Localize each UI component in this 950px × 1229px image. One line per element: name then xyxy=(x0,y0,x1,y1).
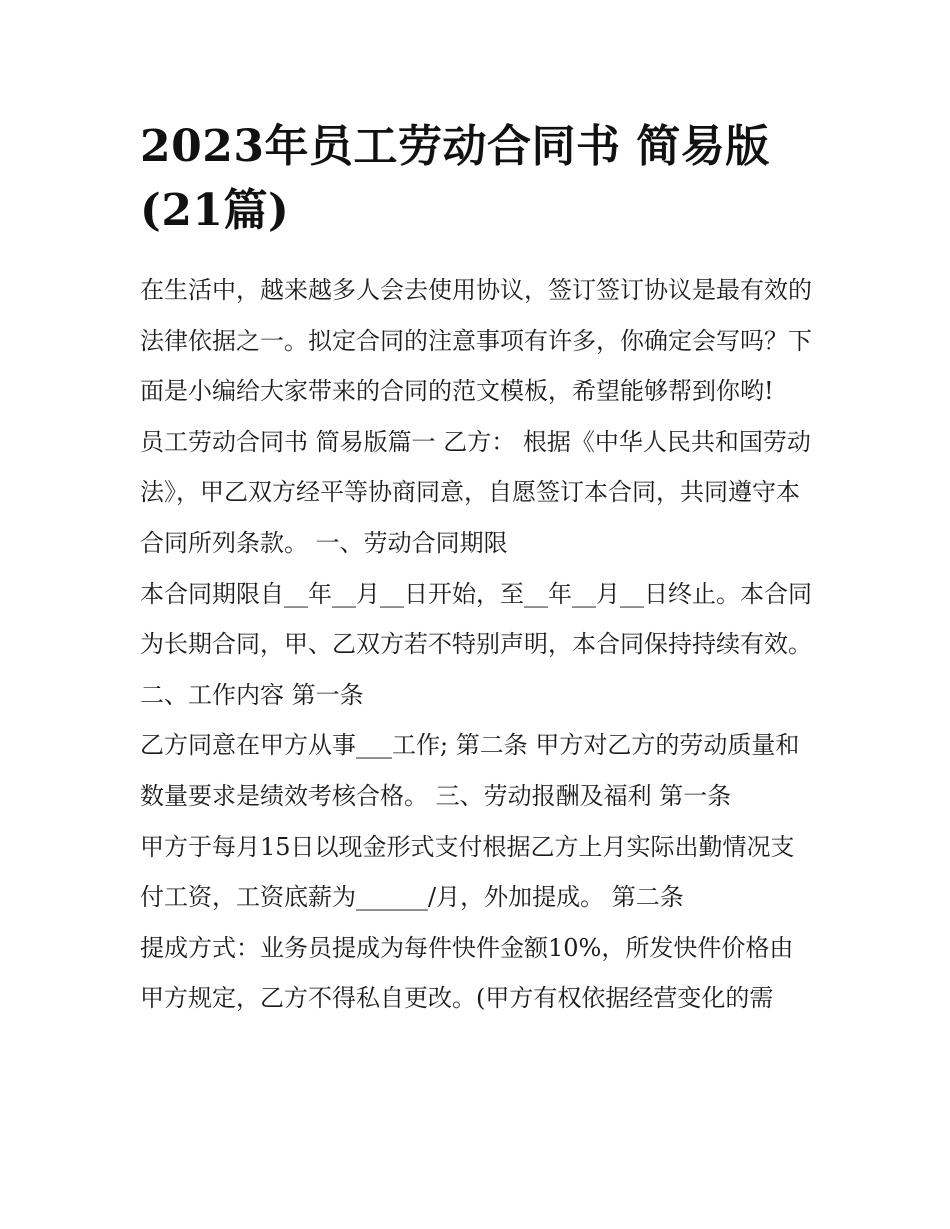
contract-term-paragraph: 本合同期限自__年__月__日开始，至__年__月__日终止。本合同为长期合同，甲、乙双方若不特别声明，本合同保持持续有效。 二、工作内容 第一条 xyxy=(140,579,812,709)
work-content-paragraph: 乙方同意在甲方从事___工作; 第二条 甲方对乙方的劳动质量和数量要求是绩效考核合格。 三、劳动报酬及福利 第一条 xyxy=(140,731,800,810)
document-title: 2023年员工劳动合同书 简易版(21篇) xyxy=(140,121,770,236)
commission-paragraph: 提成方式：业务员提成为每件快件金额10%，所发快件价格由甲方规定，乙方不得私自更改。(甲方有权依据经营变化的需 xyxy=(140,933,794,1013)
intro-paragraph: 在生活中，越来越多人会去使用协议，签订签订协议是最有效的法律依据之一。拟定合同的注意事项有许多，你确定会写吗？下面是小编给大家带来的合同的范文模板，希望能够帮到你哟! xyxy=(140,276,812,406)
document-page xyxy=(140,115,815,1024)
salary-paragraph: 甲方于每月15日以现金形式支付根据乙方上月实际出勤情况支付工资，工资底薪为______/月，外加提成。 第二条 xyxy=(140,832,795,912)
article-one-paragraph: 员工劳动合同书 简易版篇一 乙方： 根据《中华人民共和国劳动法》，甲乙双方经平等协商同意，自愿签订本合同，共同遵守本合同所列条款。 一、劳动合同期限 xyxy=(140,427,811,557)
